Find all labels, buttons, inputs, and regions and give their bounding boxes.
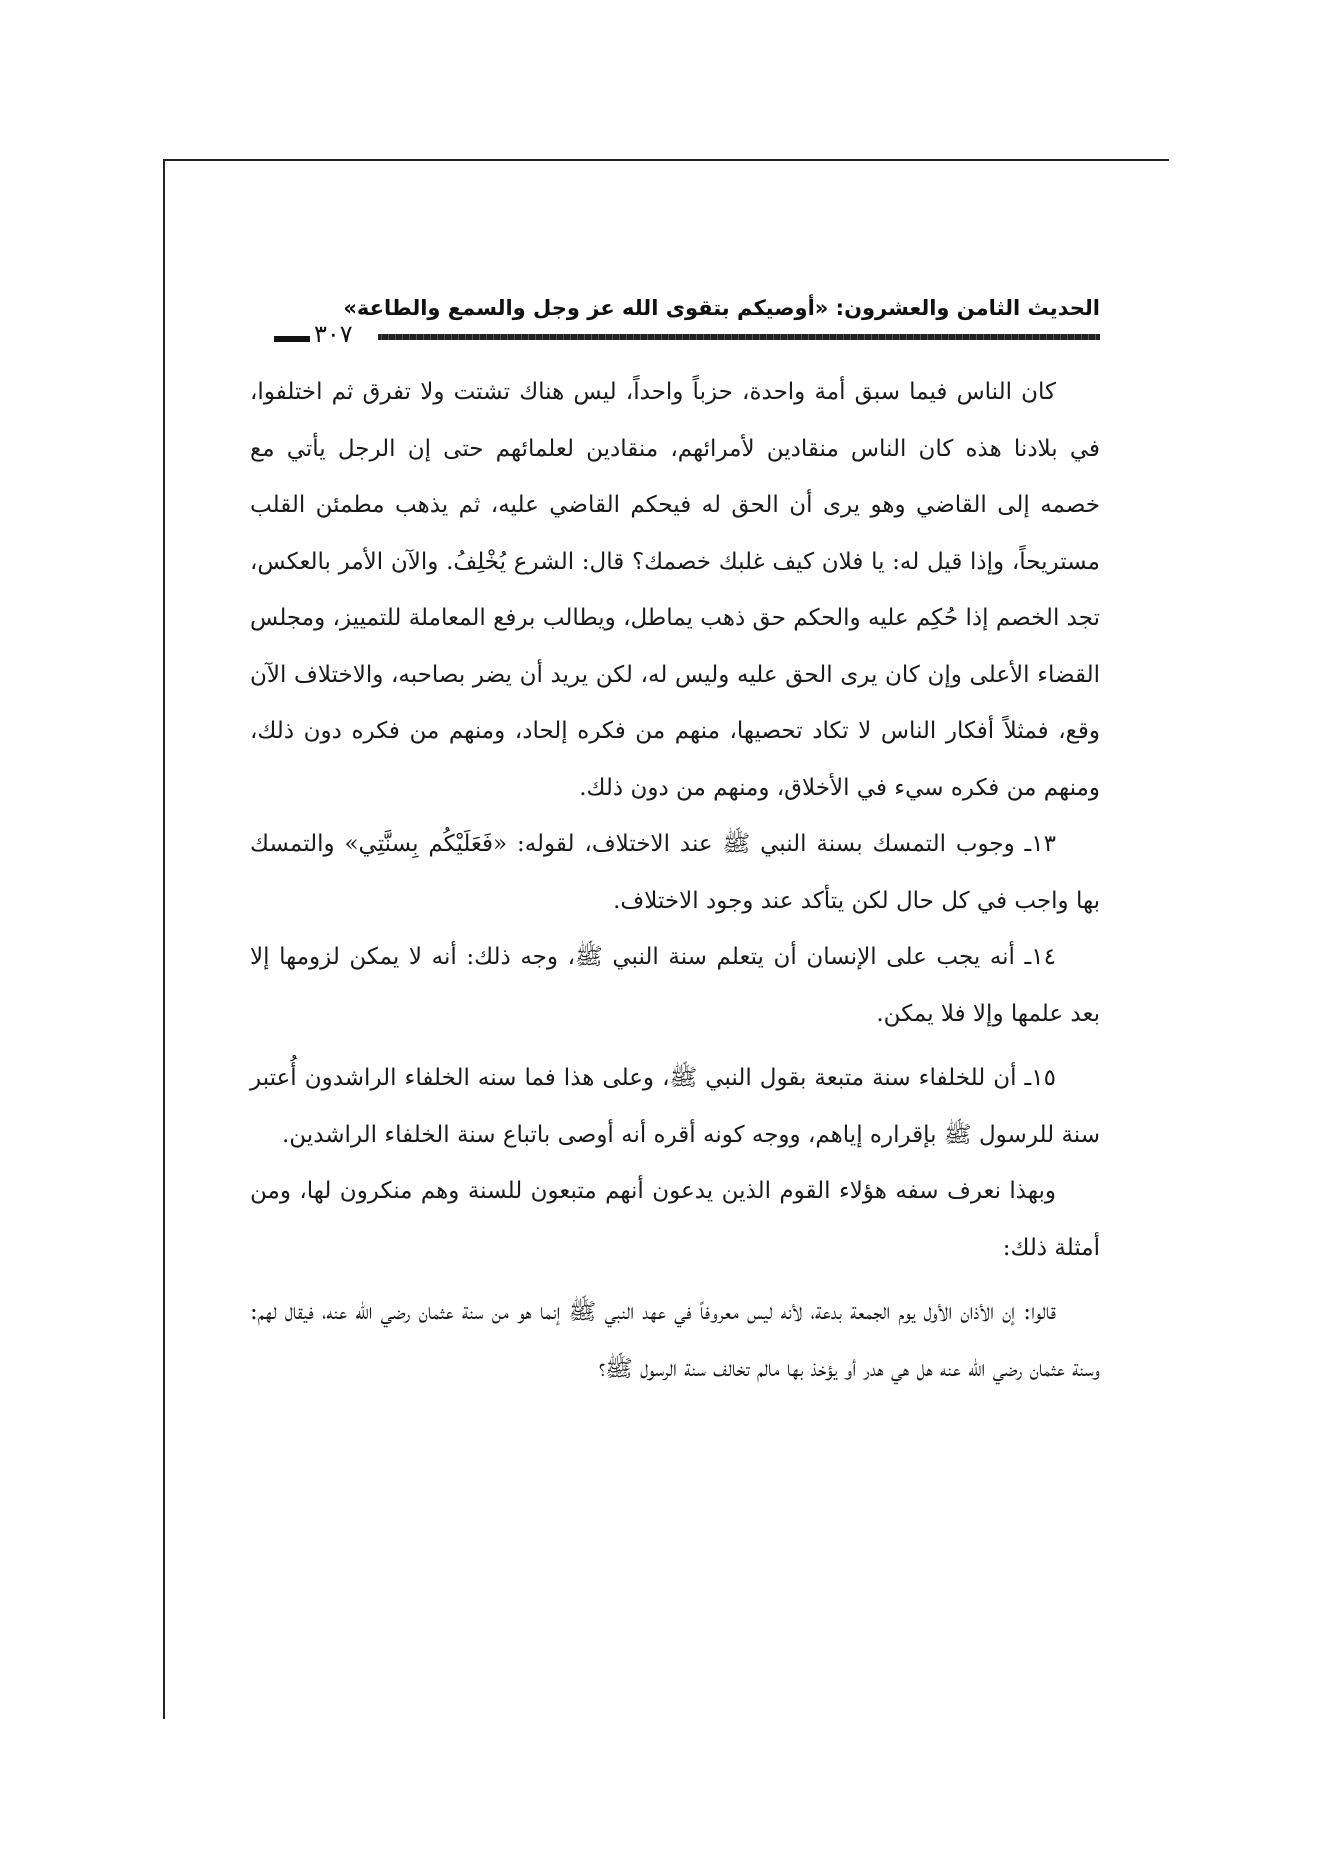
running-header bbox=[250, 296, 1100, 346]
paragraph-example: قالوا: إن الأذان الأول يوم الجمعة بدعة، لأنه ليس معروفاً في عهد النبي ﷺ إنما هو من سنة عثمان رضي الله عنه، فيقال لهم: وسنة عثمان رضي الله عنه هل هي هدر أو يؤخذ بها مالم تخالف سنة الرسول ﷺ؟ bbox=[250, 1299, 1100, 1382]
header-rule bbox=[378, 334, 1100, 340]
paragraph-conclusion: وبهذا نعرف سفه هؤلاء القوم الذين يدعون أنهم متبعون للسنة وهم منكرون لها، ومن أمثلة ذلك: bbox=[250, 1178, 1100, 1261]
page-number: ٣٠٧ bbox=[314, 320, 353, 348]
paragraph-intro: كان الناس فيما سبق أمة واحدة، حزباً واحداً، ليس هناك تشتت ولا تفرق ثم اختلفوا، في بلادنا هذه كان الناس منقادين لأمرائهم، منقادين لعلمائهم حتى إن الرجل يأتي مع خصمه إلى القاضي وهو يرى أن الحق له فيحكم القاضي عليه، ثم يذهب مطمئن القلب مستريحاً، وإذا قيل له: يا فلان كيف غلبك خصمك؟ قال: الشرع يُخْلِفُ. والآن الأمر بالعكس، تجد الخصم إذا حُكِم عليه والحكم حق ذهب يماطل، ويطالب برفع المعاملة للتمييز، ومجلس القضاء الأعلى وإن كان يرى الحق عليه وليس له، لكن يريد أن يضر بصاحبه، والاختلاف الآن وقع، فمثلاً أفكار الناس لا تكاد تحصيها، منهم من فكره إلحاد، ومنهم من فكره دون ذلك، ومنهم من فكره سيء في الأخلاق، ومنهم من دون ذلك. bbox=[250, 379, 1100, 801]
page-number-bar bbox=[274, 336, 310, 342]
header-title: الحديث الثامن والعشرون: «أوصيكم بتقوى الله عز وجل والسمع والطاعة» bbox=[343, 296, 1100, 320]
paragraph-point-13: ١٣ـ وجوب التمسك بسنة النبي ﷺ عند الاختلاف، لقوله: «فَعَلَيْكُم بِسنَّتِي» والتمسك بها واجب في كل حال لكن يتأكد عند وجود الاختلاف. bbox=[250, 831, 1100, 914]
paragraph-point-15: ١٥ـ أن للخلفاء سنة متبعة بقول النبي ﷺ، وعلى هذا فما سنه الخلفاء الراشدون أُعتبر سنة للرسول ﷺ بإقراره إياهم، ووجه كونه أقره أنه أوصى باتباع سنة الخلفاء الراشدين. bbox=[250, 1065, 1100, 1148]
page-body bbox=[250, 364, 1100, 1397]
crop-mark-left bbox=[163, 159, 165, 1719]
crop-mark-top bbox=[163, 159, 1169, 161]
paragraph-point-14: ١٤ـ أنه يجب على الإنسان أن يتعلم سنة النبي ﷺ، وجه ذلك: أنه لا يمكن لزومها إلا بعد علمها وإلا فلا يمكن. bbox=[250, 944, 1100, 1027]
